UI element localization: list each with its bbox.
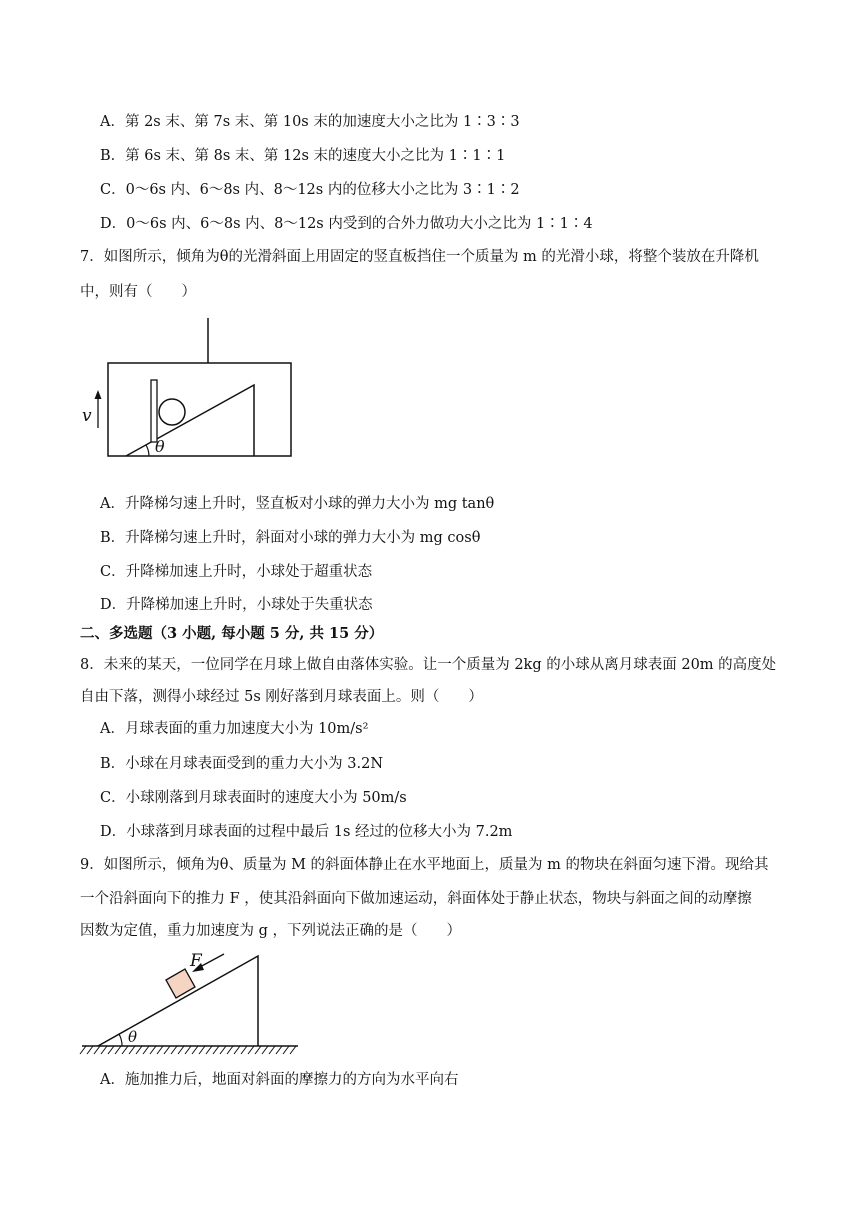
q6-option-b: B．第 6s 末、第 8s 末、第 12s 末的速度大小之比为 1∶1∶1 (100, 148, 506, 164)
q9-option-a: A．施加推力后，地面对斜面的摩擦力的方向为水平向右 (100, 1072, 459, 1088)
incline (126, 385, 254, 456)
q7-option-a: A．升降梯匀速上升时，竖直板对小球的弹力大小为 mg tanθ (100, 496, 495, 512)
q6-option-c: C．0～6s 内、6～8s 内、8～12s 内的位移大小之比为 3∶1∶2 (100, 182, 520, 198)
velocity-arrowhead (95, 390, 102, 399)
q8-stem-line2: 自由下落，测得小球经过 5s 刚好落到月球表面上。则（ ） (80, 689, 483, 705)
q8-option-c: C．小球刚落到月球表面时的速度大小为 50m/s (100, 790, 407, 806)
q7-option-b: B．升降梯匀速上升时，斜面对小球的弹力大小为 mg cosθ (100, 530, 481, 546)
force-label: F (190, 951, 202, 971)
q7-elevator-figure (78, 318, 298, 463)
section-title: 二、多选题（3 小题, 每小题 5 分, 共 15 分） (80, 625, 384, 642)
q7-option-d: D．升降梯加速上升时，小球处于失重状态 (100, 597, 373, 613)
q9-stem-line3: 因数为定值，重力加速度为 g ，下列说法正确的是（ ） (80, 923, 461, 939)
q8-option-a: A．月球表面的重力加速度大小为 10m/s² (100, 721, 369, 737)
theta-label: θ (155, 437, 165, 456)
elevator-box (108, 363, 291, 456)
q8-option-d: D．小球落到月球表面的过程中最后 1s 经过的位移大小为 7.2m (100, 824, 513, 840)
q6-option-d: D．0～6s 内、6～8s 内、8～12s 内受到的合外力做功大小之比为 1∶1∶4 (100, 216, 593, 232)
ball (159, 399, 185, 425)
q8-stem-line1: 8．未来的某天，一位同学在月球上做自由落体实验。让一个质量为 2kg 的小球从离月球表面 20m 的高度处 (80, 657, 777, 673)
q7-stem-line1: 7．如图所示，倾角为θ的光滑斜面上用固定的竖直板挡住一个质量为 m 的光滑小球，将整个装放在升降机 (80, 249, 759, 265)
vertical-board (151, 380, 157, 442)
velocity-label: v (82, 406, 92, 426)
q7-stem-line2: 中，则有（ ） (80, 284, 196, 300)
q8-option-b: B．小球在月球表面受到的重力大小为 3.2N (100, 756, 384, 772)
ground-hatching (80, 1046, 296, 1054)
q9-stem-line1: 9．如图所示，倾角为θ、质量为 M 的斜面体静止在水平地面上，质量为 m 的物块在斜面匀速下滑。现给其 (80, 857, 769, 873)
theta-label: θ (128, 1028, 138, 1046)
q7-option-c: C．升降梯加速上升时，小球处于超重状态 (100, 564, 373, 580)
q6-option-a: A．第 2s 末、第 7s 末、第 10s 末的加速度大小之比为 1∶3∶3 (100, 114, 520, 130)
q9-incline-figure (78, 950, 303, 1060)
angle-arc (119, 1034, 122, 1046)
angle-arc (146, 445, 149, 456)
q9-stem-line2: 一个沿斜面向下的推力 F ，使其沿斜面向下做加速运动，斜面体处于静止状态，物块与斜面之间的动摩擦 (80, 891, 752, 907)
wedge (98, 956, 258, 1046)
